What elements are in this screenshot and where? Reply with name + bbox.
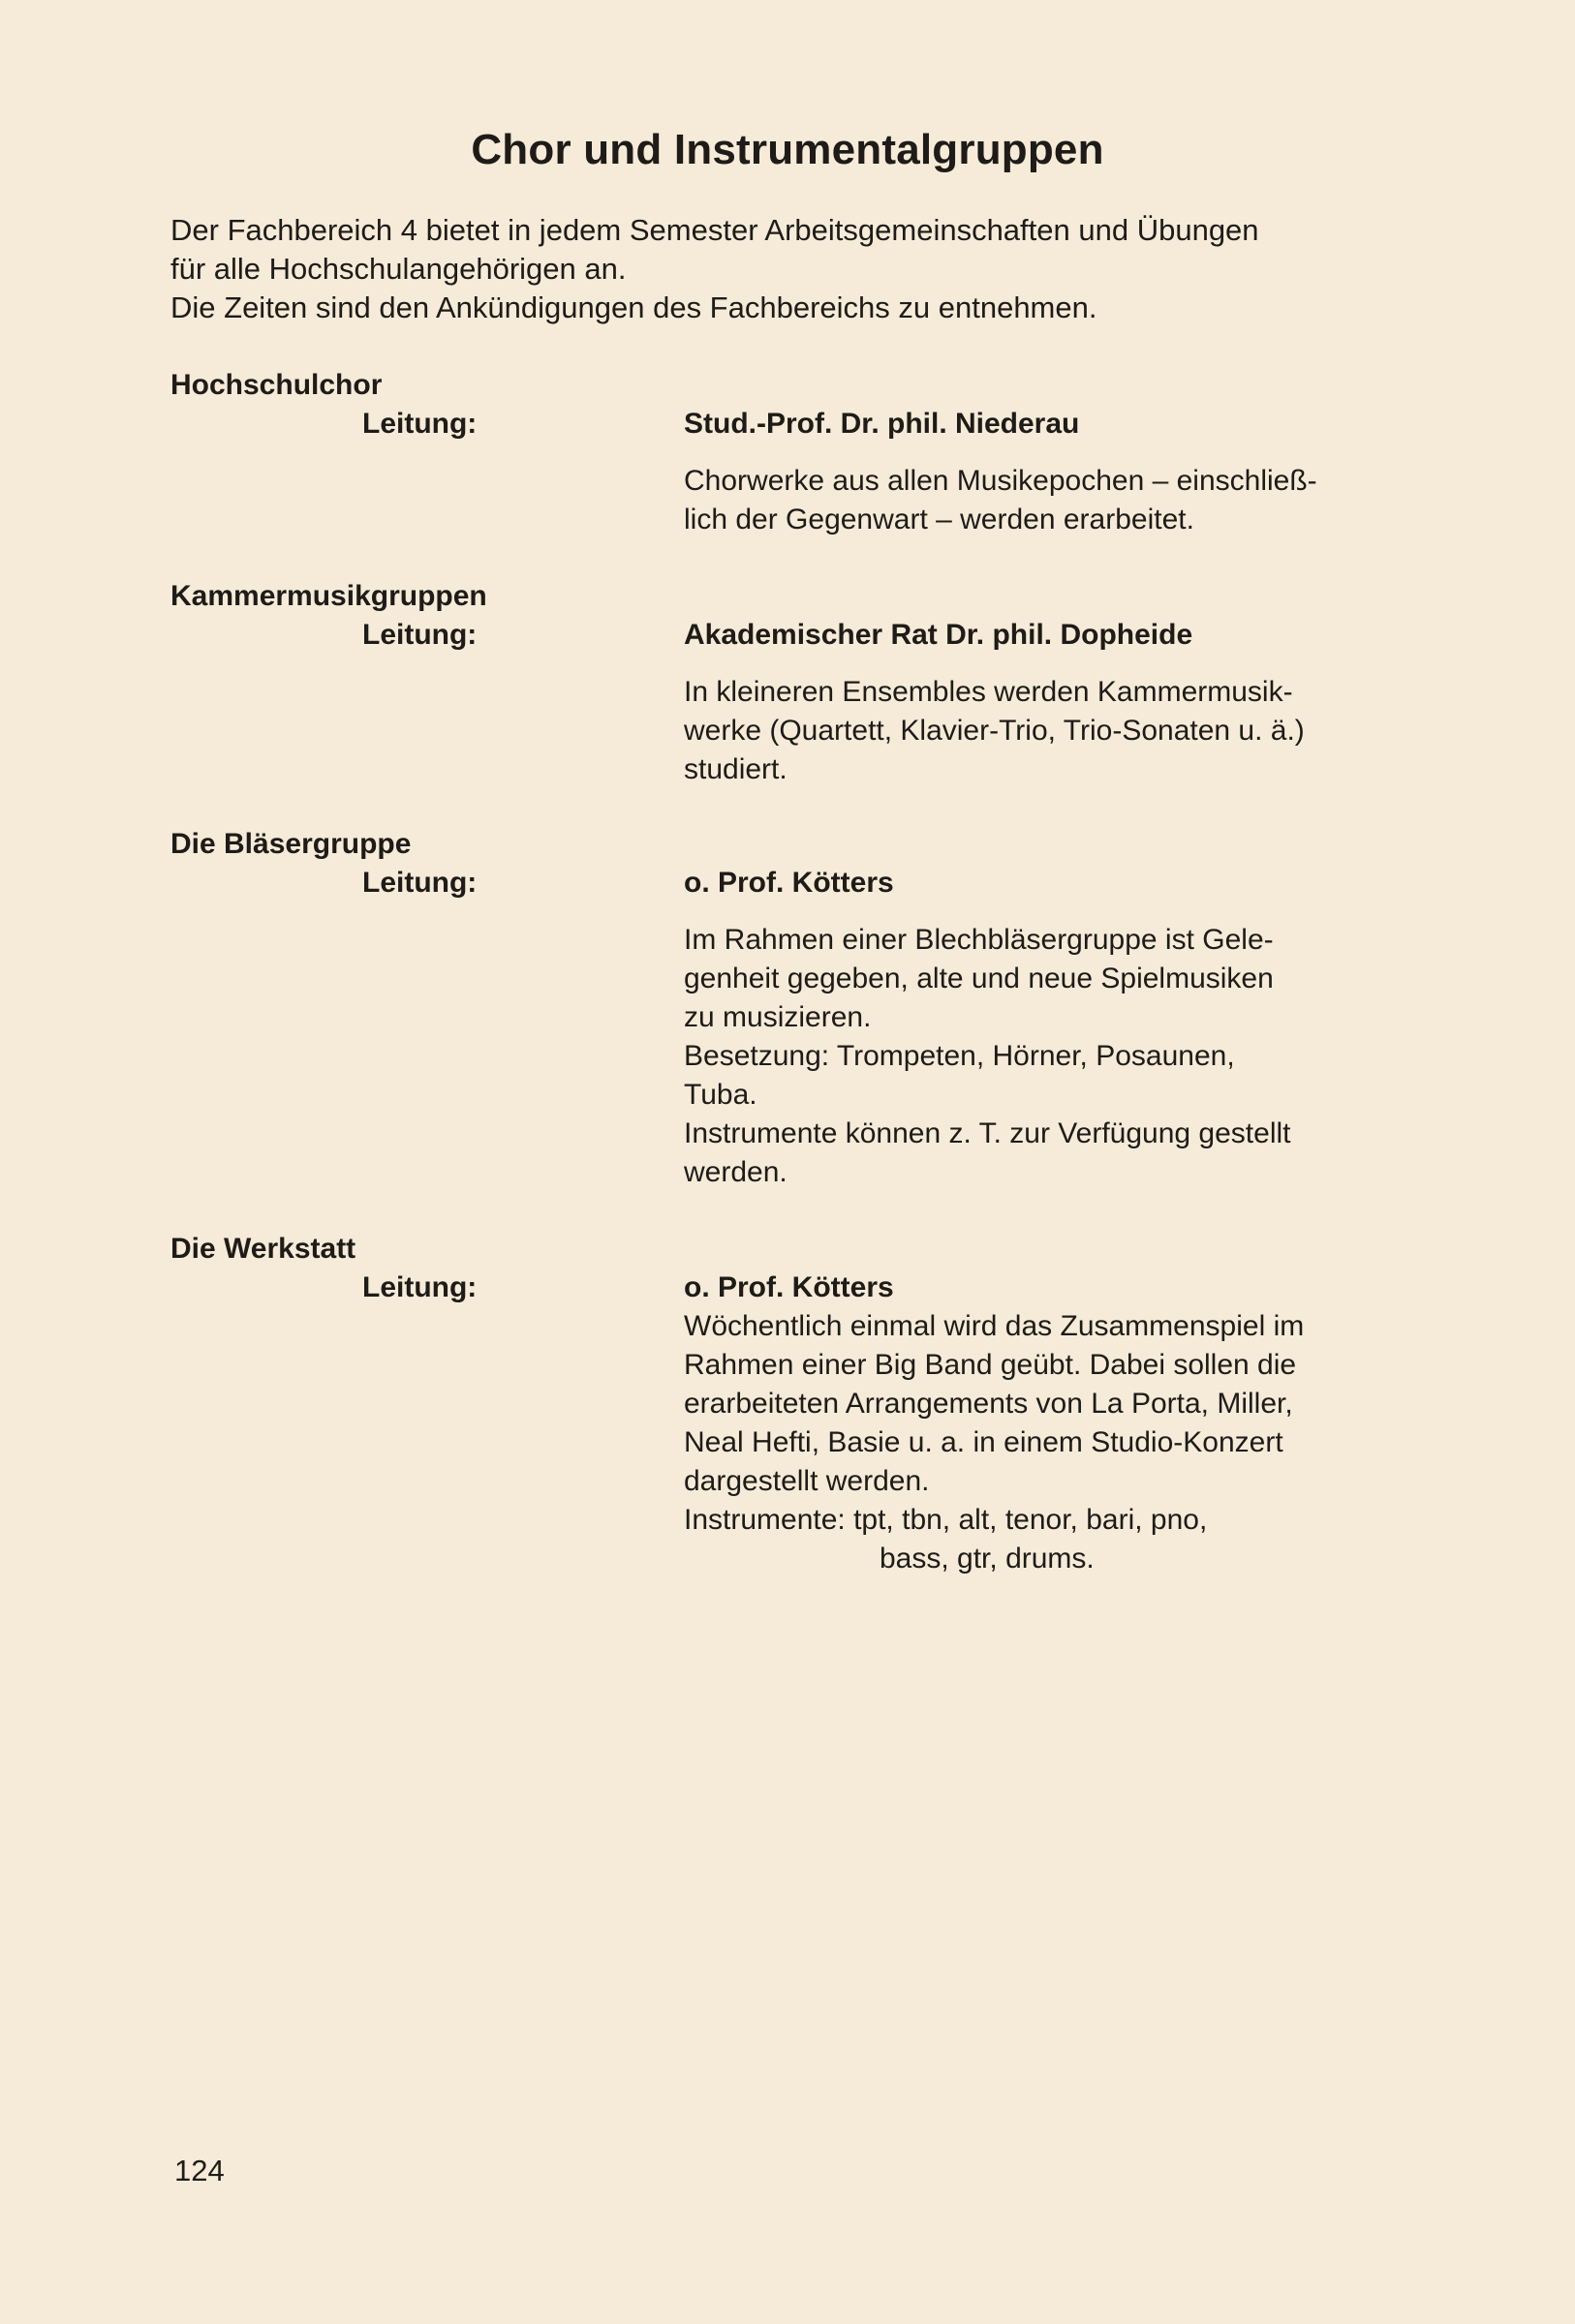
description-line: In kleineren Ensembles werden Kammermusik-: [684, 676, 1293, 708]
description-line: Instrumente: tpt, tbn, alt, tenor, bari, pno,: [684, 1504, 1208, 1536]
description-line: Tuba.: [684, 1079, 757, 1111]
page-number: 124: [174, 2154, 225, 2187]
intro-paragraph: [170, 211, 1430, 327]
description-line: genheit gegeben, alte und neue Spielmusiken: [684, 963, 1274, 994]
leader-name: o. Prof. Kötters: [684, 867, 894, 899]
intro-line: für alle Hochschulangehörigen an.: [170, 252, 627, 286]
description-line: lich der Gegenwart – werden erarbeitet.: [684, 504, 1194, 535]
description-line: zu musizieren.: [684, 1001, 872, 1033]
intro-line: Der Fachbereich 4 bietet in jedem Semester Arbeitsgemeinschaften und Übungen: [170, 213, 1259, 247]
description-line: Wöchentlich einmal wird das Zusammenspiel im: [684, 1310, 1305, 1342]
leitung-label: Leitung:: [362, 867, 478, 899]
leitung-label: Leitung:: [362, 408, 478, 440]
leitung-label: Leitung:: [362, 619, 478, 651]
group-description: [684, 673, 1410, 789]
description-line: Neal Hefti, Basie u. a. in einem Studio-Konzert: [684, 1426, 1283, 1458]
group-description: [684, 921, 1410, 1192]
leitung-label: Leitung:: [362, 1271, 478, 1303]
description-line: Im Rahmen einer Blechbläsergruppe ist Gele-: [684, 924, 1274, 956]
group-name-hochschulchor: Hochschulchor: [170, 369, 383, 401]
description-line: Chorwerke aus allen Musikepochen – einschließ-: [684, 465, 1317, 497]
description-line: Rahmen einer Big Band geübt. Dabei sollen die: [684, 1349, 1297, 1381]
group-name-werkstatt: Die Werkstatt: [170, 1233, 356, 1265]
description-line: studiert.: [684, 753, 788, 785]
leader-name: Akademischer Rat Dr. phil. Dopheide: [684, 619, 1193, 651]
description-line: Besetzung: Trompeten, Hörner, Posaunen,: [684, 1040, 1235, 1072]
page-title: Chor und Instrumentalgruppen: [471, 126, 1104, 173]
description-line: dargestellt werden.: [684, 1465, 930, 1497]
description-line: werden.: [684, 1156, 788, 1188]
group-description: [684, 1307, 1410, 1578]
intro-line: Die Zeiten sind den Ankündigungen des Fachbereichs zu entnehmen.: [170, 290, 1097, 324]
description-line: werke (Quartett, Klavier-Trio, Trio-Sonaten u. ä.): [684, 715, 1305, 747]
leader-name: o. Prof. Kötters: [684, 1271, 894, 1303]
description-line: erarbeiteten Arrangements von La Porta, Miller,: [684, 1388, 1293, 1420]
group-description: [684, 462, 1410, 539]
description-line: bass, gtr, drums.: [880, 1543, 1095, 1575]
leader-name: Stud.-Prof. Dr. phil. Niederau: [684, 408, 1080, 440]
group-name-kammermusikgruppen: Kammermusikgruppen: [170, 580, 487, 612]
description-line: Instrumente können z. T. zur Verfügung gestellt: [684, 1117, 1291, 1149]
group-name-blaesergruppe: Die Bläsergruppe: [170, 828, 412, 860]
